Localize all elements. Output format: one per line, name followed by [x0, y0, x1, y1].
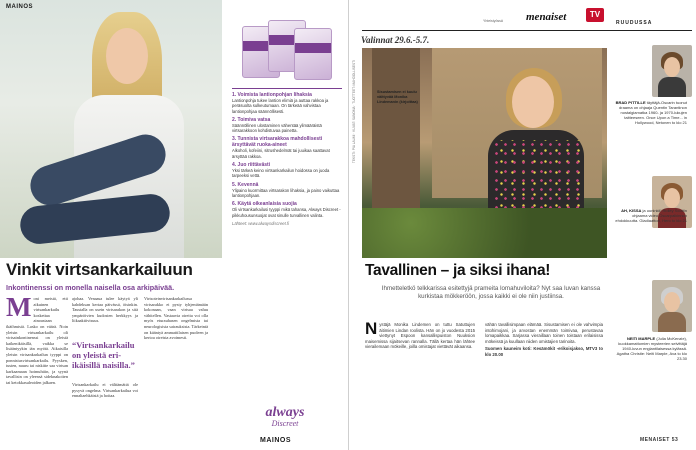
monika-photo [362, 48, 607, 258]
blurb-1-body: täyttäjä-Oscarin tuonut draama on ohjaaja Quentin Tarantinon nostalgiamatka 1960- ja 1970-lukujen taitteeseen. Once Upon a Time... in Hollywood, Netonen to klo 21 [619, 100, 687, 125]
tip-5-body: Ylipaino kuormittaa virtsarakon lihaksia, ja paino vaikuttaa lantionpohjaan. [232, 187, 340, 198]
tip-1-title: 1. Voimista lantionpohjan lihaksia [232, 92, 312, 98]
body-column-1: Moni meistä, etti aikuinen virtsankarkailu koskettaa ainoastaan ikäihmisiä. Lasko on väärä. Noin yleisin virtsankarkailu oli virtsainkontinenssi on yleistä kaikenikäisillä, vaikka se lisääntyykin iän myötä. Aikaisilla yleisin virtsankarkailun tyyppi on ponnistusvirtsankarkailu. Pyysken, tusten, nauru tai niskitte saa virtsan karkaamaan hoimuhtiin, ja syynä tavallisin on yleensä sideknakoiten tai ketokkasuleoiden jalkaen. [6, 292, 68, 385]
blurb-3-body: (Julia McKenzie), kuokkamattomien mysteerien selvittäjä 1940-luvun englantilaisessa kylässä. Agatha Christie: Neiti Marple, Ava to klo 23.30 [616, 336, 687, 361]
tip-3-title: 3. Tunnista virtsarakkoa mahdollisesti ärsyttävät ruoka-aineet [232, 136, 323, 149]
selections-date: Valinnat 29.6.-5.7. [361, 35, 430, 45]
cooperation-label: Yhteistyössä [483, 19, 503, 23]
right-body-column-2: vähän tavallisimpaan elämää. Sisustamisen ei ole vahvimpia intohimojani, ja arvostan enemmän toimivaa, perustavaa lomapaikkaa. Sarjassa vieraillaan toinen toistaan erilaisissa mökeissä ja kuullaan niiden omistajien tarinoita. Suomen kauneim koti: Kesämökit -erikoisjakso, MTV3 to klo 20.00 [485, 322, 603, 357]
tip-1-body: Lantionpohja tukee lantion elimiä ja auttaa rakkoa ja peräsuolta sulkeutumaan. On tärkeää vahvistaa lantionpohjaa säännöllisesti. [232, 98, 329, 114]
tip-3-body: Alkoholi, kofeiini, sitrushedelmät tai juuikaa saattavat ärsyttää rakkoa. [232, 148, 330, 159]
tips-sidebar [232, 86, 342, 226]
article-subhead: Inkontinenssi on monella naisella osa arkipäivää. [6, 283, 175, 292]
brad-pitt-thumbnail [652, 45, 692, 97]
woman-photo [0, 0, 222, 258]
right-headline: Tavallinen – ja siksi ihana! [365, 262, 551, 279]
drop-cap: M [6, 292, 32, 322]
miss-marple-thumbnail [652, 280, 692, 332]
body-column-2: ajohaa. Venaasa tulee käytyä yli kahdeksan kertaa päivässä, öisinkin. Taustalla on usein virtsarakon ja sitä ympäröivien kudosten herkkyys ja liikaaktiivisuus. [72, 296, 138, 324]
logo-always-word: always [265, 405, 305, 420]
blurb-2-body: ja uuninkii! Ridley Scottin ohjaama video Oscarpalkinnon ehdokkuutta. Gladiaattori, Hero to klo 21 [615, 208, 687, 223]
source-note: Lähteet: www.alwaysdiscreet.fi [232, 220, 290, 226]
right-lede: Ihmetteletkö telkkarissa esitettyjä prameita lomahuviloita? Nyt saa luvan kanssa kurkistaa mökkeröön, jossa kaikki ei ole niin justiinsa. [381, 285, 601, 300]
tip-6-title: 6. Käytä oikeanlaisia suojia [232, 201, 297, 208]
vertical-credits: TEKSTI: PIA LAUMI · KUVAT: SANOMA · TUOTTEET: MAHDOLLISESTI [352, 60, 356, 164]
article-headline: Vinkit virtsankarkailuun [6, 260, 193, 279]
body-column-3: Virtsoteinvirtsankarkailussa virtsarakko ei pysty tyhjentämään kokonaan, vaan virtsaa valuu vähitellen. Vastaavia oireita voi olla myös eturauhasen ongelmista tai neurologisista sairauksista. Tärkeintä on kääntyä ammattilaisen puoleen ja kertoa oireista avoimesti. [144, 296, 208, 341]
body-column-2b: Virtsankarkailu ei välttämättä ole pysyvä ongelma. Virtsankarkailua voi ennaltaehkäistä ja hoitaa. [72, 382, 138, 399]
blurb-3 [611, 336, 687, 361]
tip-4-title: 4. Juo riittävästi [232, 162, 271, 169]
section-rule [362, 30, 692, 31]
always-discreet-logo [255, 405, 315, 428]
blurb-2-title: AH, KISSA [621, 208, 642, 213]
tip-5-title: 5. Kevennä [232, 181, 259, 188]
product-packages-image [242, 18, 334, 90]
tip-2-body: Säännöllinen ulostaminen vähentää ylimääräistä virtsarakkoon kohdistuvaa painetta. [232, 122, 322, 134]
section-title: RUUDUSSA [616, 20, 653, 26]
tip-4-body: Yksi tärkeä keino virtsankarkailun hoidossa on juoda tarpeeksi vettä. [232, 168, 330, 179]
menaiset-logo: menaiset [526, 11, 567, 23]
blurb-3-title: NEITI MARPLE [626, 336, 656, 341]
drop-cap-n: N [365, 319, 378, 338]
page-footer: MENAISET 53 [640, 437, 679, 443]
photo-caption: Sisustamisen ei kuulu väittyvää Monika Lindemanin (kirjoittaa) [377, 90, 418, 104]
advertisement-label-bottom: MAINOS [260, 437, 291, 444]
tip-6-body: Oli virtsankarkailusi tyyppi mikä tahansa, Always Discreet -pikkuhousunsuojat ovat sinulle turvallinen valinta. [232, 207, 341, 218]
right-body-column-1: Nystäjä Monika Lindemen on tuttu Satuttujen äitimien Lindan roolista. Hän on jo vuodesta 2015 viettynyt Espoon kansallispuiston Nuuksion maisemissa sijaitsevan rannalla. Tällä kertaa hän lähtee vierailemaan mökeille, joilla omistajat viettävät aikaansa. [365, 319, 475, 350]
blurb-2 [611, 208, 687, 223]
tip-2-title: 2. Toimiva vatsa [232, 116, 271, 123]
pull-quote: “Virtsankarkailu on yleistä eri-ikäisillä naisilla.” [72, 340, 135, 370]
tv-logo: TV [586, 8, 604, 22]
blurb-1-title: BRAD PITTILLE [615, 100, 646, 105]
blurb-1 [611, 100, 687, 125]
program-byline: Suomen kauneim koti: Kesämökit -erikoisjakso, MTV3 to klo 20.00 [485, 346, 603, 357]
advertisement-label-top: MAINOS [6, 4, 33, 10]
logo-discreet-word: Discreet [271, 419, 299, 428]
